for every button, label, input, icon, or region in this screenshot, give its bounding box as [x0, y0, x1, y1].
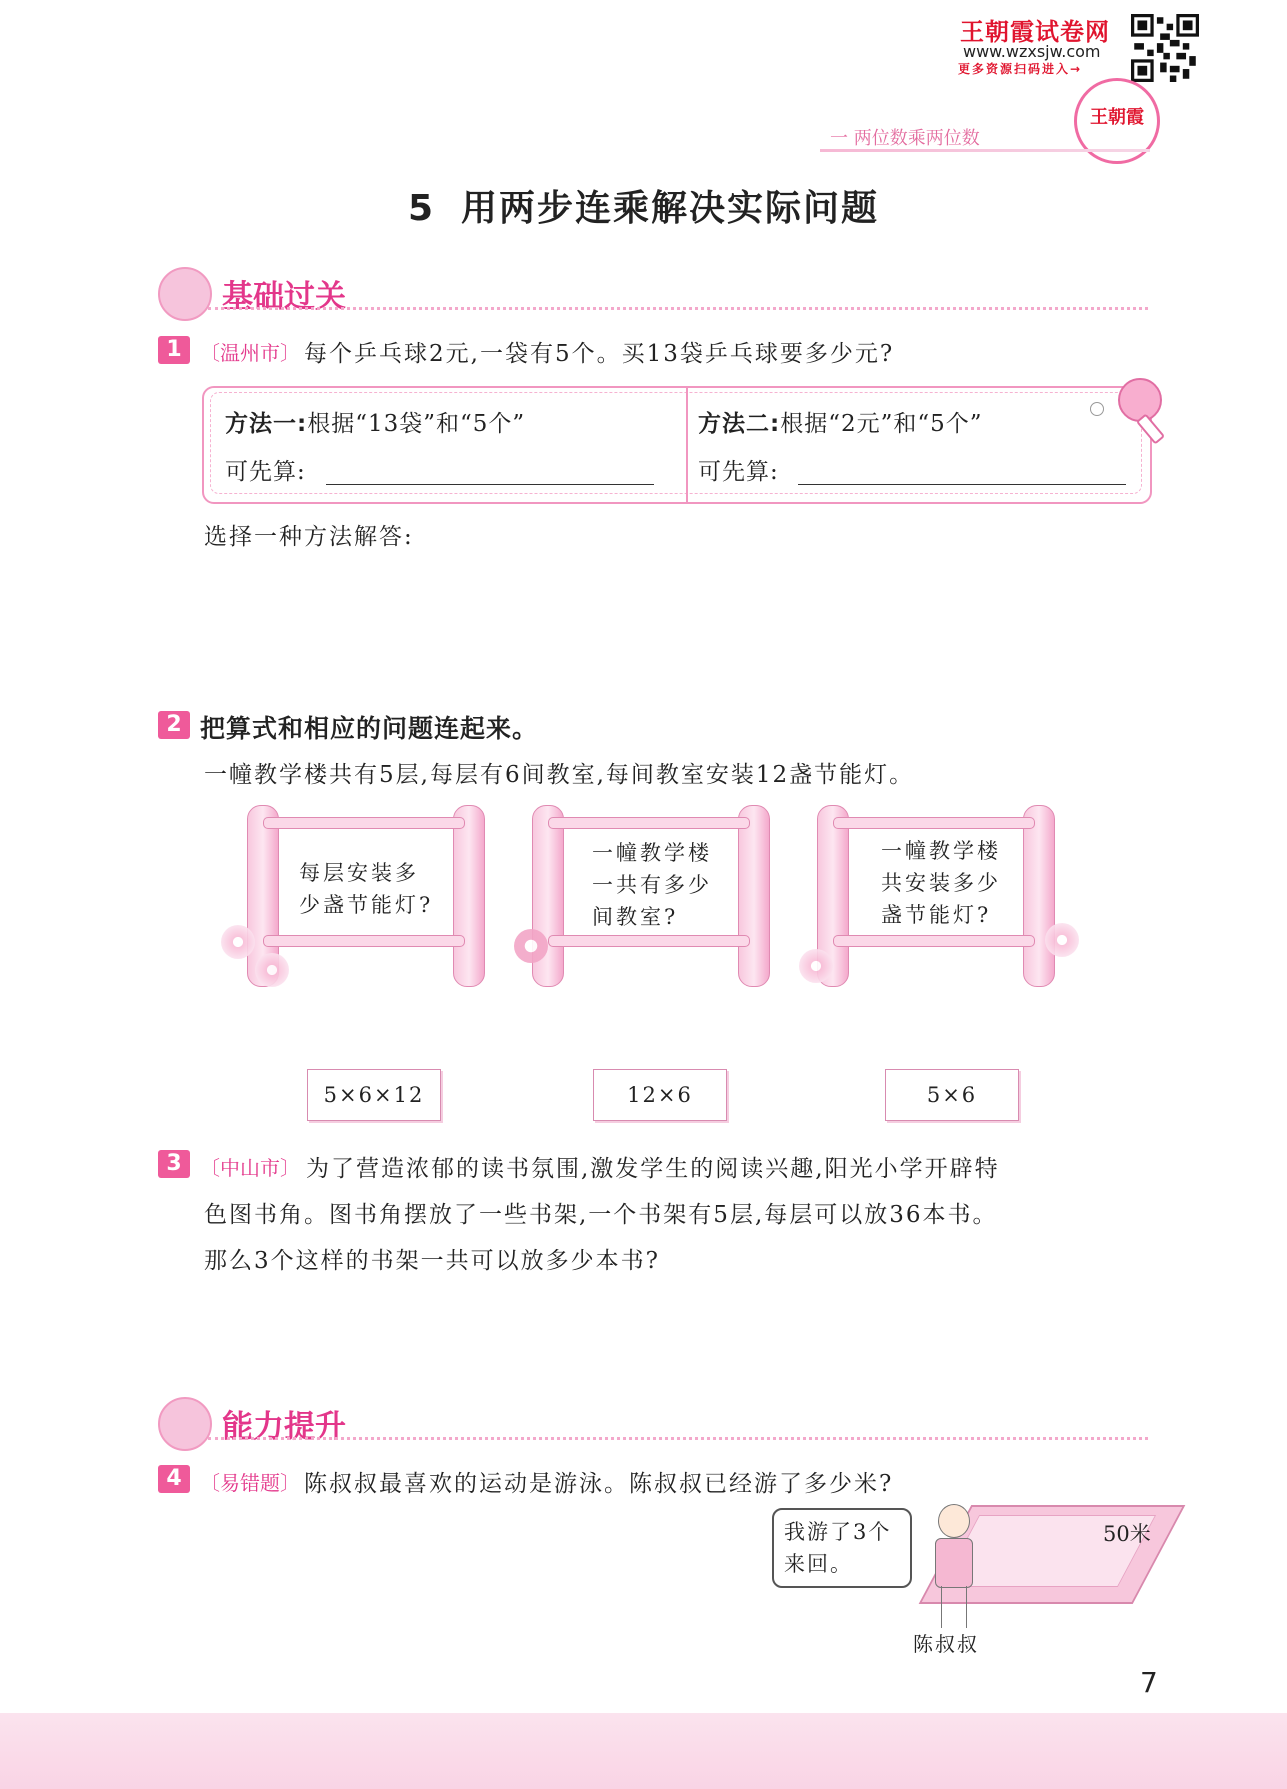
board-question — [881, 835, 1001, 931]
flower-icon — [1045, 923, 1079, 957]
speech-bubble — [772, 1508, 912, 1588]
board-rail — [263, 935, 465, 947]
board-rail — [263, 817, 465, 829]
ping-pong-ball-icon — [1090, 402, 1104, 416]
brand-name: 王朝霞试卷网 — [960, 18, 1110, 46]
question-text: 陈叔叔最喜欢的运动是游泳。陈叔叔已经游了多少米? — [304, 1471, 894, 1497]
method1-answer-blank[interactable] — [326, 484, 654, 485]
board-question — [299, 857, 433, 921]
person-body — [935, 1538, 973, 1588]
brand-url[interactable]: www.wzxsjw.com — [963, 42, 1101, 61]
person-head — [938, 1504, 970, 1538]
q1-answer-area[interactable] — [204, 556, 1144, 686]
question-number: 2 — [158, 711, 190, 739]
section-divider — [208, 1437, 1148, 1440]
board-line: 一幢教学楼 — [881, 839, 1001, 863]
pool-length-label: 50米 — [1103, 1522, 1151, 1546]
section-divider — [208, 307, 1148, 310]
chapter-label: 一 两位数乘两位数 — [830, 128, 980, 149]
question-text: 每个乒乓球2元,一袋有5个。买13袋乒乓球要多少元? — [304, 341, 895, 367]
board-line: 一共有多少 — [592, 873, 712, 897]
page-number: 7 — [1140, 1666, 1158, 1699]
method2-calc-label: 可先算: — [698, 459, 779, 485]
sign-board — [795, 805, 1055, 993]
board-line: 少盏节能灯? — [299, 893, 434, 917]
mushroom-icon — [514, 929, 548, 963]
chapter-underline — [820, 149, 1150, 152]
question-tag: 〔中山市〕 — [200, 1156, 300, 1180]
board-line: 盏节能灯? — [881, 903, 992, 927]
question-text: 把算式和相应的问题连起来。 — [200, 714, 539, 743]
method2-text: 根据“2元”和“5个” — [780, 411, 983, 437]
board-post — [453, 805, 485, 987]
flower-icon — [221, 925, 255, 959]
question-text-line: 为了营造浓郁的读书氛围,激发学生的阅读兴趣,阳光小学开辟特 — [306, 1156, 1000, 1182]
section-title-basic: 基础过关 — [222, 279, 346, 315]
question-number: 1 — [158, 336, 190, 364]
mascot-icon — [158, 1397, 212, 1451]
mascot-icon — [158, 267, 212, 321]
method2-heading — [698, 405, 983, 438]
q3-answer-area[interactable] — [204, 1282, 1144, 1382]
question-text-line: 那么3个这样的书架一共可以放多少本书? — [204, 1248, 660, 1274]
method1-calc-label: 可先算: — [225, 459, 306, 485]
flower-icon — [255, 953, 289, 987]
ping-pong-paddle-icon — [1118, 378, 1162, 422]
bubble-line: 来回。 — [784, 1552, 853, 1576]
brand-tip: 更多资源扫码进入→ — [958, 62, 1083, 76]
board-rail — [833, 817, 1035, 829]
bubble-line: 我游了3个 — [784, 1520, 892, 1544]
board-line: 每层安装多 — [299, 861, 419, 885]
expression-card[interactable]: 5×6×12 — [307, 1069, 441, 1121]
lesson-title: 用两步连乘解决实际问题 — [461, 188, 880, 229]
flower-icon — [799, 949, 833, 983]
question-number: 4 — [158, 1465, 190, 1493]
person-name-label: 陈叔叔 — [913, 1632, 979, 1656]
expression-card[interactable]: 12×6 — [593, 1069, 727, 1121]
sign-board — [225, 805, 485, 993]
method1-heading — [225, 405, 525, 438]
board-post — [1023, 805, 1055, 987]
method2-label: 方法二: — [698, 411, 781, 437]
method1-text: 根据“13袋”和“5个” — [307, 411, 526, 437]
question-tag: 〔温州市〕 — [200, 341, 300, 365]
board-rail — [548, 817, 750, 829]
method1-label: 方法一: — [225, 411, 308, 437]
page-title — [0, 180, 1287, 231]
lesson-number: 5 — [407, 188, 436, 229]
seal-text: 王朝霞 — [1090, 107, 1144, 128]
question-number: 3 — [158, 1150, 190, 1178]
choose-method-text: 选择一种方法解答: — [204, 524, 414, 550]
sign-board — [510, 805, 770, 993]
board-line: 间教室? — [592, 905, 679, 929]
question-text-line: 色图书角。图书角摆放了一些书架,一个书架有5层,每层可以放36本书。 — [204, 1202, 998, 1228]
board-rail — [833, 935, 1035, 947]
section-title-advanced: 能力提升 — [222, 1409, 346, 1445]
expression-card[interactable]: 5×6 — [885, 1069, 1019, 1121]
board-question — [592, 837, 712, 933]
board-post — [738, 805, 770, 987]
footer-band — [0, 1713, 1287, 1789]
board-line: 共安装多少 — [881, 871, 1001, 895]
person-legs — [941, 1586, 967, 1628]
qr-code-icon[interactable] — [1131, 14, 1199, 82]
method2-answer-blank[interactable] — [798, 484, 1126, 485]
method-divider — [686, 386, 688, 502]
board-rail — [548, 935, 750, 947]
board-line: 一幢教学楼 — [592, 841, 712, 865]
question-tag: 〔易错题〕 — [200, 1471, 300, 1495]
question-context: 一幢教学楼共有5层,每层有6间教室,每间教室安装12盏节能灯。 — [204, 762, 915, 788]
